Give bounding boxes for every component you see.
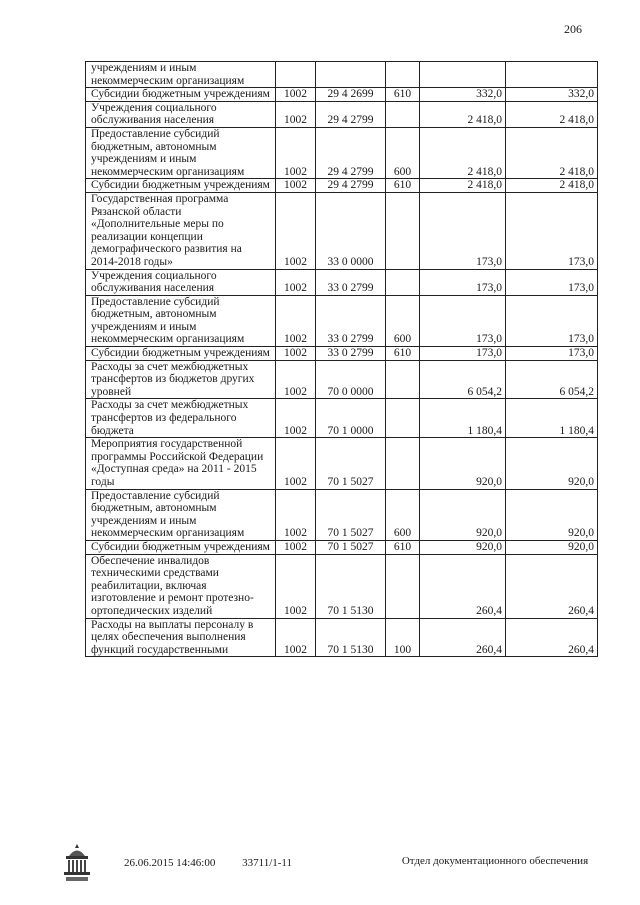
cell-sum1: 260,4 bbox=[420, 618, 506, 657]
cell-target: 33 0 2799 bbox=[316, 269, 386, 295]
cell-sum1: 2 418,0 bbox=[420, 101, 506, 127]
cell-section: 1002 bbox=[276, 101, 316, 127]
cell-sum2: 2 418,0 bbox=[506, 101, 598, 127]
footer-datetime: 26.06.2015 14:46:00 bbox=[124, 857, 216, 869]
cell-sum2: 2 418,0 bbox=[506, 127, 598, 178]
cell-name: Субсидии бюджетным учреждениям bbox=[86, 540, 276, 554]
cell-sum1: 2 418,0 bbox=[420, 179, 506, 193]
cell-section: 1002 bbox=[276, 88, 316, 102]
cell-sum2: 173,0 bbox=[506, 269, 598, 295]
cell-name: Субсидии бюджетным учреждениям bbox=[86, 88, 276, 102]
table-row bbox=[86, 554, 598, 618]
cell-target: 70 0 0000 bbox=[316, 360, 386, 399]
cell-section: 1002 bbox=[276, 192, 316, 269]
cell-target: 33 0 2799 bbox=[316, 347, 386, 361]
cell-name: Субсидии бюджетным учреждениям bbox=[86, 179, 276, 193]
cell-target: 70 1 5027 bbox=[316, 540, 386, 554]
cell-expense bbox=[386, 192, 420, 269]
cell-name: Расходы за счет межбюджетных трансфертов из федерального бюджета bbox=[86, 399, 276, 438]
cell-section: 1002 bbox=[276, 127, 316, 178]
cell-sum2: 1 180,4 bbox=[506, 399, 598, 438]
footer-department: Отдел документационного обеспечения bbox=[401, 855, 589, 867]
table-row bbox=[86, 295, 598, 346]
cell-section: 1002 bbox=[276, 438, 316, 489]
cell-target: 29 4 2799 bbox=[316, 179, 386, 193]
cell-expense: 610 bbox=[386, 179, 420, 193]
cell-target: 33 0 0000 bbox=[316, 192, 386, 269]
table-row bbox=[86, 179, 598, 193]
cell-sum2: 173,0 bbox=[506, 192, 598, 269]
cell-section: 1002 bbox=[276, 489, 316, 540]
table-row bbox=[86, 269, 598, 295]
table-row bbox=[86, 192, 598, 269]
cell-target: 29 4 2799 bbox=[316, 127, 386, 178]
cell-sum1: 173,0 bbox=[420, 347, 506, 361]
table-row bbox=[86, 438, 598, 489]
duma-emblem-icon bbox=[60, 842, 94, 884]
cell-expense: 600 bbox=[386, 489, 420, 540]
cell-sum2: 260,4 bbox=[506, 618, 598, 657]
table-row bbox=[86, 88, 598, 102]
footer-meta bbox=[124, 857, 316, 869]
cell-expense: 610 bbox=[386, 88, 420, 102]
cell-expense bbox=[386, 269, 420, 295]
cell-target bbox=[316, 62, 386, 88]
cell-expense bbox=[386, 554, 420, 618]
cell-name: Субсидии бюджетным учреждениям bbox=[86, 347, 276, 361]
cell-expense bbox=[386, 360, 420, 399]
cell-sum1: 173,0 bbox=[420, 295, 506, 346]
cell-section: 1002 bbox=[276, 360, 316, 399]
cell-section: 1002 bbox=[276, 295, 316, 346]
budget-table bbox=[85, 61, 598, 657]
cell-sum2: 6 054,2 bbox=[506, 360, 598, 399]
cell-target: 70 1 5027 bbox=[316, 489, 386, 540]
cell-name: Предоставление субсидий бюджетным, автономным учреждениям и иным некоммерческим организациям bbox=[86, 295, 276, 346]
cell-sum2: 173,0 bbox=[506, 347, 598, 361]
cell-sum1: 2 418,0 bbox=[420, 127, 506, 178]
cell-name: Государственная программа Рязанской области «Дополнительные меры по реализации концепции демографического развития на 2014-2018 годы» bbox=[86, 192, 276, 269]
cell-section: 1002 bbox=[276, 540, 316, 554]
cell-sum1: 1 180,4 bbox=[420, 399, 506, 438]
cell-sum1: 332,0 bbox=[420, 88, 506, 102]
cell-section: 1002 bbox=[276, 554, 316, 618]
cell-expense: 600 bbox=[386, 127, 420, 178]
cell-name: Мероприятия государственной программы Российской Федерации «Доступная среда» на 2011 - 2015 годы bbox=[86, 438, 276, 489]
cell-expense: 610 bbox=[386, 540, 420, 554]
table-row bbox=[86, 347, 598, 361]
table-row bbox=[86, 618, 598, 657]
cell-name: Учреждения социального обслуживания населения bbox=[86, 101, 276, 127]
cell-sum2: 2 418,0 bbox=[506, 179, 598, 193]
cell-sum2: 260,4 bbox=[506, 554, 598, 618]
cell-section: 1002 bbox=[276, 618, 316, 657]
cell-name: Расходы на выплаты персоналу в целях обеспечения выполнения функций государственными bbox=[86, 618, 276, 657]
cell-target: 70 1 0000 bbox=[316, 399, 386, 438]
footer-doc-number: 33711/1-11 bbox=[242, 857, 293, 869]
cell-section bbox=[276, 62, 316, 88]
cell-sum2: 332,0 bbox=[506, 88, 598, 102]
cell-sum1: 173,0 bbox=[420, 269, 506, 295]
cell-name: Предоставление субсидий бюджетным, автономным учреждениям и иным некоммерческим организациям bbox=[86, 489, 276, 540]
cell-sum1: 920,0 bbox=[420, 438, 506, 489]
cell-sum1: 920,0 bbox=[420, 489, 506, 540]
table-row bbox=[86, 540, 598, 554]
table-row bbox=[86, 399, 598, 438]
cell-sum2: 920,0 bbox=[506, 438, 598, 489]
cell-expense bbox=[386, 399, 420, 438]
cell-expense bbox=[386, 101, 420, 127]
cell-target: 70 1 5027 bbox=[316, 438, 386, 489]
cell-sum2 bbox=[506, 62, 598, 88]
table-row bbox=[86, 62, 598, 88]
table-row bbox=[86, 101, 598, 127]
budget-table-container bbox=[85, 61, 598, 657]
cell-section: 1002 bbox=[276, 347, 316, 361]
cell-sum2: 173,0 bbox=[506, 295, 598, 346]
cell-target: 70 1 5130 bbox=[316, 618, 386, 657]
cell-target: 29 4 2699 bbox=[316, 88, 386, 102]
table-row bbox=[86, 127, 598, 178]
cell-name: Предоставление субсидий бюджетным, автономным учреждениям и иным некоммерческим организациям bbox=[86, 127, 276, 178]
cell-expense: 600 bbox=[386, 295, 420, 346]
table-row bbox=[86, 360, 598, 399]
cell-name: Обеспечение инвалидов техническими средствами реабилитации, включая изготовление и ремонт протезно-ортопедических изделий bbox=[86, 554, 276, 618]
cell-expense bbox=[386, 62, 420, 88]
cell-name: Расходы за счет межбюджетных трансфертов из бюджетов других уровней bbox=[86, 360, 276, 399]
budget-table-body bbox=[86, 62, 598, 657]
cell-expense bbox=[386, 438, 420, 489]
cell-sum2: 920,0 bbox=[506, 489, 598, 540]
table-row bbox=[86, 489, 598, 540]
cell-sum1 bbox=[420, 62, 506, 88]
cell-target: 70 1 5130 bbox=[316, 554, 386, 618]
cell-sum1: 260,4 bbox=[420, 554, 506, 618]
page-number: 206 bbox=[564, 22, 582, 36]
cell-sum1: 920,0 bbox=[420, 540, 506, 554]
cell-section: 1002 bbox=[276, 269, 316, 295]
cell-sum1: 173,0 bbox=[420, 192, 506, 269]
cell-section: 1002 bbox=[276, 179, 316, 193]
cell-section: 1002 bbox=[276, 399, 316, 438]
cell-sum2: 920,0 bbox=[506, 540, 598, 554]
cell-expense: 610 bbox=[386, 347, 420, 361]
cell-sum1: 6 054,2 bbox=[420, 360, 506, 399]
cell-target: 29 4 2799 bbox=[316, 101, 386, 127]
cell-target: 33 0 2799 bbox=[316, 295, 386, 346]
cell-name: Учреждения социального обслуживания населения bbox=[86, 269, 276, 295]
cell-name: учреждениям и иным некоммерческим организациям bbox=[86, 62, 276, 88]
cell-expense: 100 bbox=[386, 618, 420, 657]
